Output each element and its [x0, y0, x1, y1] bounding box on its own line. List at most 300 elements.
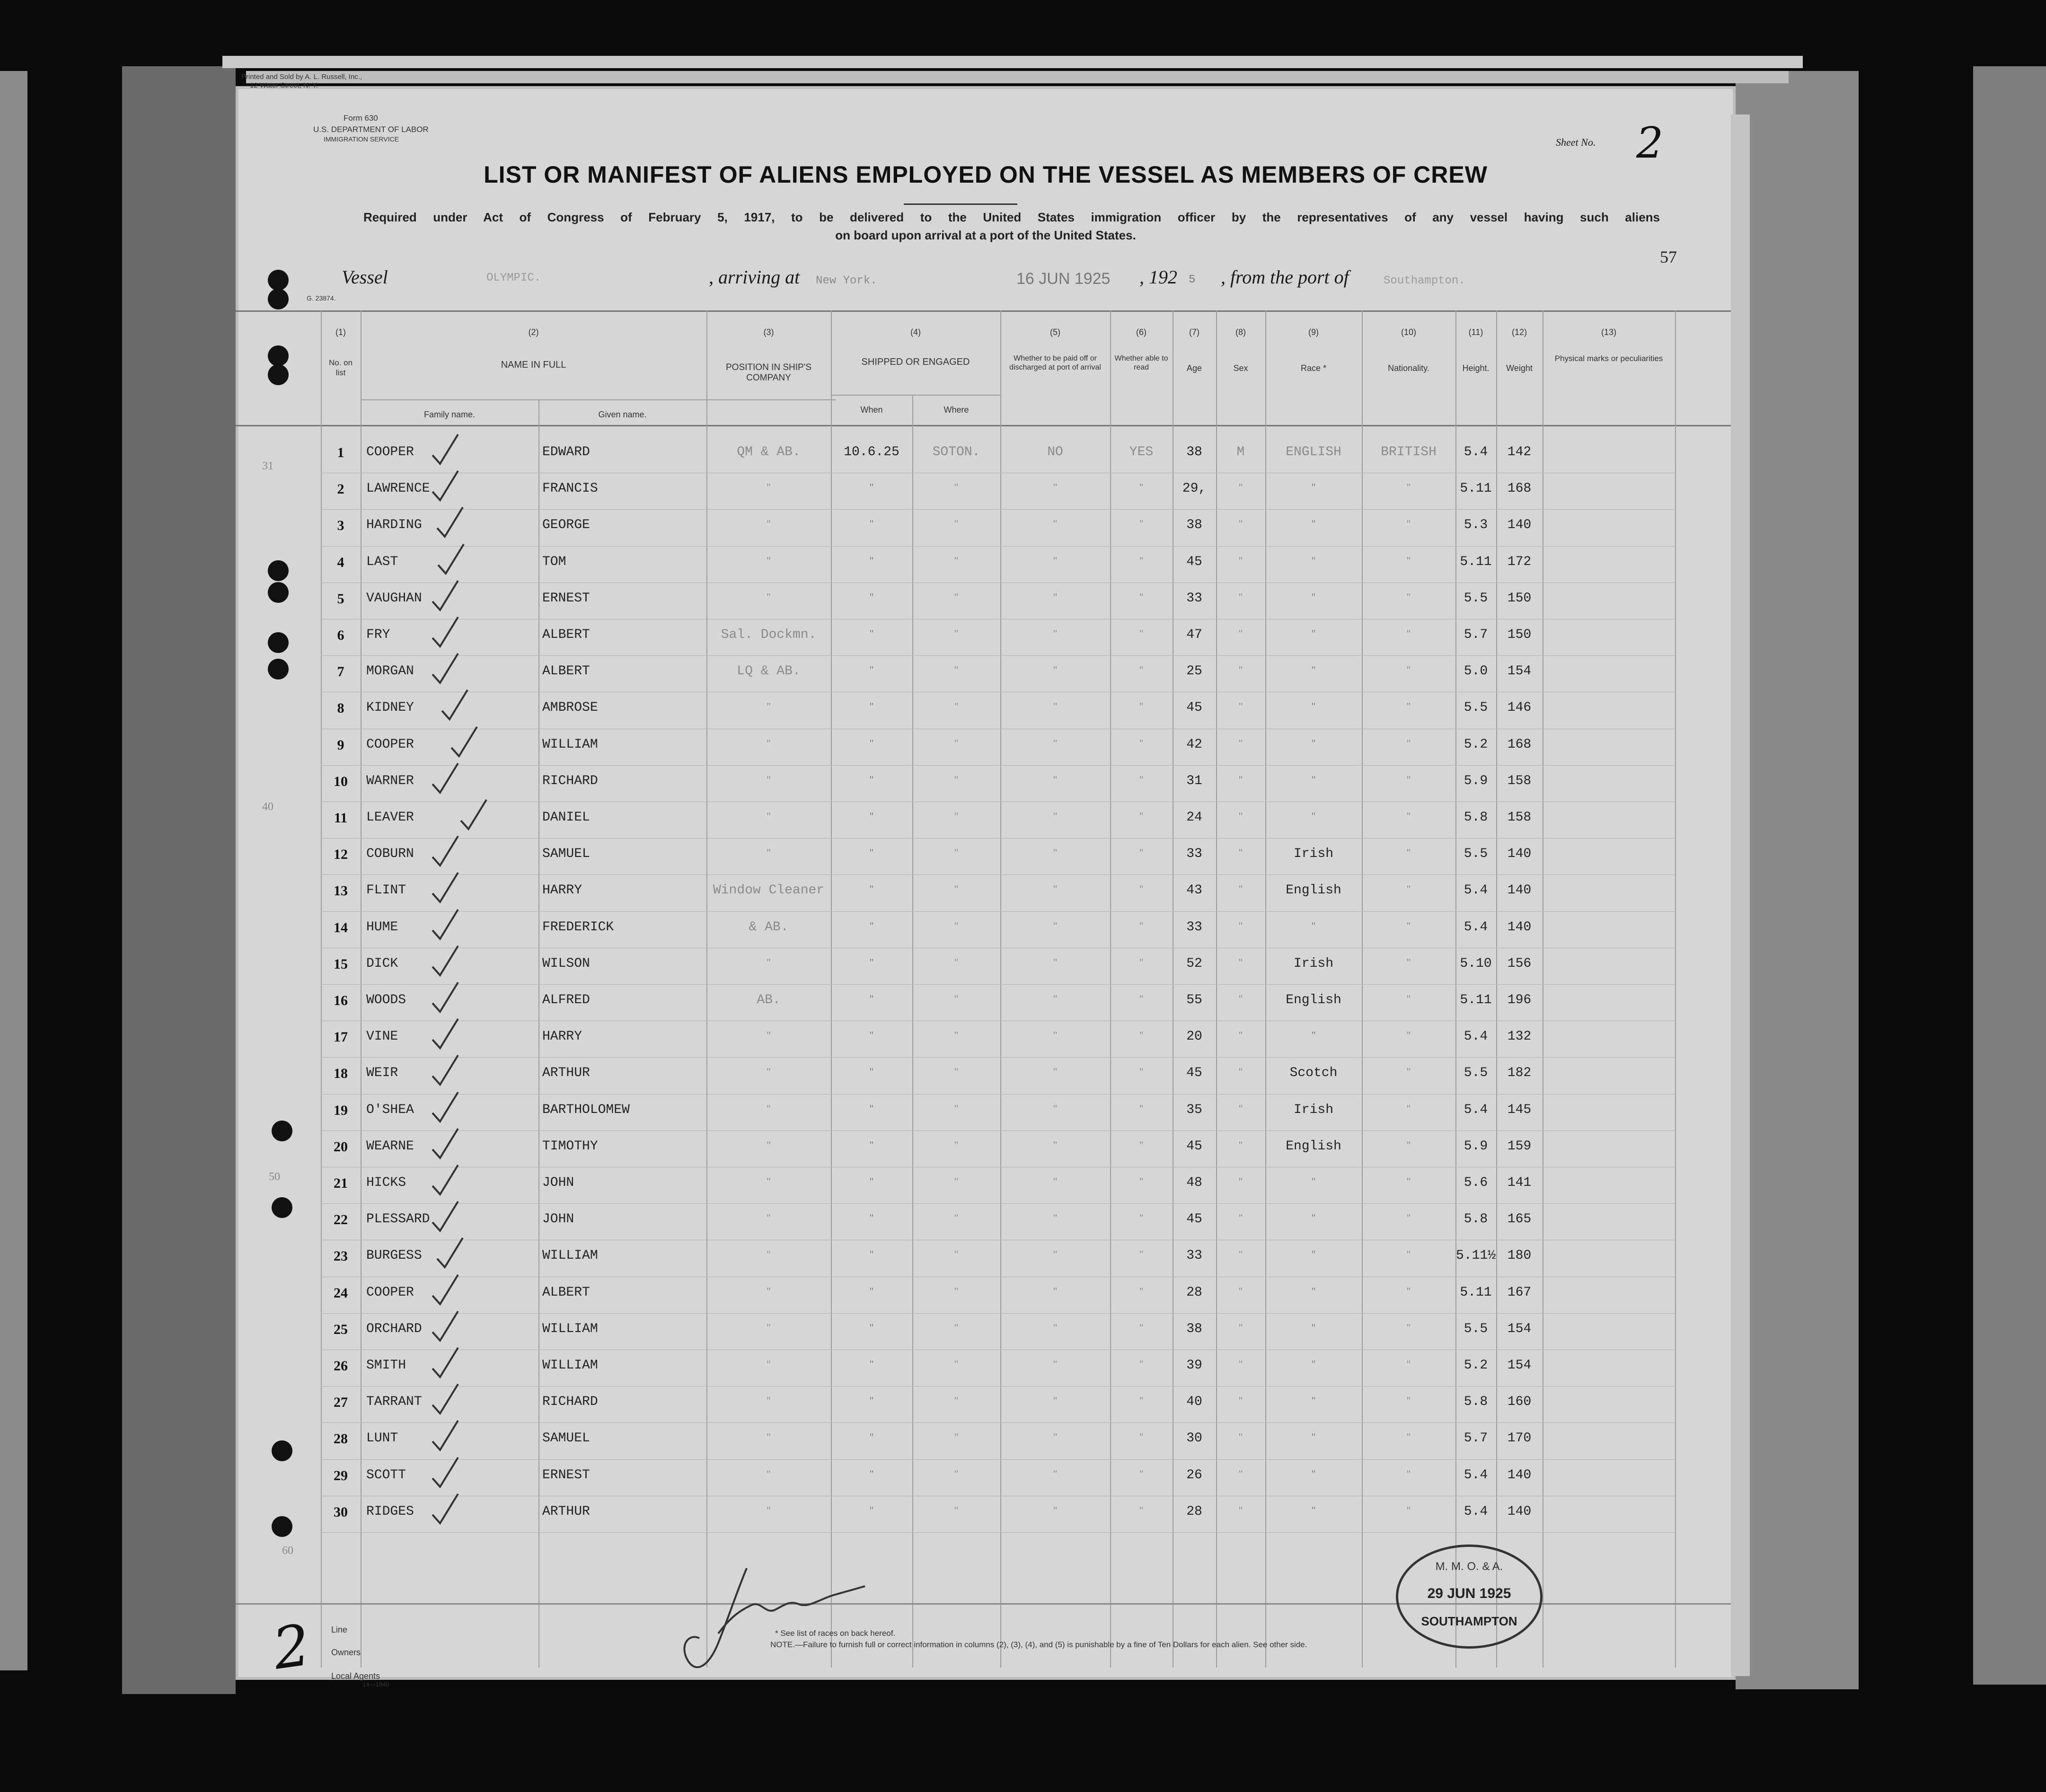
cell-no: 27: [334, 1395, 348, 1410]
cell-age: 28: [1186, 1285, 1202, 1300]
cell-nationality: ": [1406, 627, 1411, 639]
cell-given: ALBERT: [542, 1285, 590, 1300]
cell-race: English: [1286, 883, 1341, 898]
cell-race: ": [1311, 920, 1316, 932]
cell-paid: ": [1053, 1066, 1058, 1077]
cell-height: 5.3: [1464, 518, 1488, 532]
printer-line1: Printed and Sold by A. L. Russell, Inc.,: [241, 73, 362, 81]
officer-signature: [661, 1562, 870, 1686]
cell-race: ": [1311, 1322, 1316, 1333]
cell-when: ": [869, 810, 874, 822]
cell-nationality: ": [1406, 1431, 1411, 1443]
cell-family: LAST: [366, 555, 398, 569]
cell-nationality: ": [1406, 1358, 1411, 1370]
cell-race: ENGLISH: [1286, 445, 1341, 459]
cell-height: 5.8: [1464, 1395, 1488, 1409]
cell-nationality: ": [1406, 883, 1411, 895]
checkmark-icon: [430, 1200, 467, 1237]
margin-note-31: 31: [262, 460, 273, 472]
cell-position: ": [767, 1395, 771, 1406]
table-top-rule: [236, 310, 1736, 312]
department: U.S. DEPARTMENT OF LABOR: [313, 125, 429, 134]
cell-sex: ": [1238, 774, 1243, 786]
cell-paid: ": [1053, 920, 1058, 932]
cell-family: RIDGES: [366, 1504, 414, 1519]
cell-nationality: ": [1406, 774, 1411, 786]
cell-position: ": [767, 1103, 771, 1114]
cell-nationality: ": [1406, 810, 1411, 822]
cell-where: ": [954, 1358, 959, 1370]
cell-given: WILLIAM: [542, 1358, 598, 1373]
left-stack: [122, 66, 236, 1694]
cell-family: HARDING: [366, 518, 422, 532]
cell-weight: 168: [1507, 737, 1532, 752]
cell-when: ": [869, 1066, 874, 1077]
cell-family: FRY: [366, 627, 390, 642]
checkmark-icon: [430, 1456, 467, 1493]
cell-nationality: ": [1406, 993, 1411, 1005]
cell-where: ": [954, 591, 959, 603]
cell-age: 55: [1186, 993, 1202, 1007]
cell-nationality: ": [1406, 1504, 1411, 1516]
cell-family: WARNER: [366, 774, 414, 788]
cell-weight: 141: [1507, 1175, 1532, 1190]
cell-where: ": [954, 1029, 959, 1041]
cell-position: ": [767, 1066, 771, 1077]
cell-paid: ": [1053, 1212, 1058, 1224]
cell-height: 5.4: [1464, 445, 1488, 459]
cell-height: 5.7: [1464, 1431, 1488, 1446]
cell-nationality: ": [1406, 1139, 1411, 1151]
cell-where: ": [954, 1066, 959, 1077]
cell-no: 16: [334, 993, 348, 1008]
cell-position: ": [767, 591, 771, 603]
cell-when: ": [869, 1212, 874, 1224]
cell-when: ": [869, 920, 874, 932]
cell-weight: 170: [1507, 1431, 1532, 1446]
cell-race: ": [1311, 591, 1316, 603]
cell-given: ALBERT: [542, 627, 590, 642]
cell-read: ": [1139, 1395, 1144, 1406]
cell-no: 17: [334, 1029, 348, 1045]
cell-race: ": [1311, 810, 1316, 822]
cell-age: 40: [1186, 1395, 1202, 1409]
cell-no: 24: [334, 1285, 348, 1301]
cell-read: ": [1139, 1285, 1144, 1297]
cell-given: JOHN: [542, 1175, 574, 1190]
cell-sex: ": [1238, 1029, 1243, 1041]
subtitle-line1: Required under Act of Congress of February 5, 1917, to be delivered to the United States immigration officer by the representatives of any vessel having such aliens: [363, 210, 1660, 224]
cell-position: ": [767, 481, 771, 493]
cell-paid: ": [1053, 627, 1058, 639]
cell-position: ": [767, 1285, 771, 1297]
checkmark-icon: [434, 505, 472, 543]
cell-no: 7: [337, 664, 344, 680]
cell-no: 13: [334, 883, 348, 899]
cell-paid: ": [1053, 1358, 1058, 1370]
cell-age: 33: [1186, 847, 1202, 861]
checkmark-icon: [430, 1346, 467, 1384]
year-digit: 5: [1189, 274, 1196, 286]
checkmark-icon: [430, 761, 467, 799]
cell-when: ": [869, 956, 874, 968]
from-port: Southampton.: [1384, 274, 1465, 287]
cell-read: ": [1139, 774, 1144, 786]
cell-no: 10: [334, 774, 348, 789]
cell-position: ": [767, 1431, 771, 1443]
cell-no: 19: [334, 1103, 348, 1118]
cell-nationality: ": [1406, 481, 1411, 493]
cell-read: ": [1139, 627, 1144, 639]
cell-age: 25: [1186, 664, 1202, 679]
punch-hole: [268, 270, 289, 291]
checkmark-icon: [430, 1053, 467, 1091]
cell-weight: 158: [1507, 810, 1532, 825]
header-paid-off: Whether to be paid off or discharged at port of arrival: [1009, 354, 1101, 371]
checkmark-icon: [430, 834, 467, 872]
right-stack: [1736, 71, 1859, 1689]
header-where: Where: [944, 405, 969, 415]
cell-weight: 150: [1507, 591, 1532, 606]
col-num-7: (7): [1189, 327, 1199, 337]
stamp-date: 29 JUN 1925: [1427, 1586, 1511, 1601]
header-position: POSITION IN SHIP'S COMPANY: [726, 362, 811, 383]
cell-height: 5.4: [1464, 1103, 1488, 1117]
cell-given: ALFRED: [542, 993, 590, 1007]
col-num-6: (6): [1136, 327, 1146, 337]
cell-age: 31: [1186, 774, 1202, 788]
cell-no: 29: [334, 1468, 348, 1483]
cell-position: ": [767, 1248, 771, 1260]
stamp-bottom-text: SOUTHAMPTON: [1421, 1614, 1517, 1628]
cell-height: 5.5: [1464, 591, 1488, 606]
cell-sex: ": [1238, 481, 1243, 493]
cell-age: 35: [1186, 1103, 1202, 1117]
punch-hole: [268, 659, 289, 680]
cell-nationality: ": [1406, 1248, 1411, 1260]
cell-nationality: ": [1406, 956, 1411, 968]
cell-where: ": [954, 700, 959, 712]
cell-position: LQ & AB.: [737, 664, 801, 679]
cell-sex: ": [1238, 1285, 1243, 1297]
cell-where: ": [954, 627, 959, 639]
cell-height: 5.11: [1460, 993, 1492, 1007]
cell-where: ": [954, 664, 959, 676]
checkmark-icon: [430, 1163, 467, 1201]
cell-given: GEORGE: [542, 518, 590, 532]
cell-weight: 154: [1507, 1322, 1532, 1336]
header-weight: Weight: [1506, 363, 1533, 373]
cell-age: 29,: [1182, 481, 1207, 496]
cell-nationality: ": [1406, 518, 1411, 530]
cell-age: 48: [1186, 1175, 1202, 1190]
checkmark-icon: [430, 980, 467, 1018]
cell-height: 5.4: [1464, 920, 1488, 935]
cell-height: 5.9: [1464, 1139, 1488, 1154]
cell-weight: 145: [1507, 1103, 1532, 1117]
cell-no: 28: [334, 1431, 348, 1447]
cell-when: ": [869, 774, 874, 786]
cell-sex: ": [1238, 920, 1243, 932]
cell-race: ": [1311, 1285, 1316, 1297]
cell-weight: 154: [1507, 1358, 1532, 1373]
cell-race: ": [1311, 1431, 1316, 1443]
checkmark-icon: [430, 871, 467, 909]
form-code: G. 23874.: [307, 294, 336, 302]
cell-paid: ": [1053, 1468, 1058, 1480]
cell-height: 5.0: [1464, 664, 1488, 679]
cell-no: 30: [334, 1504, 348, 1520]
cell-paid: ": [1053, 1175, 1058, 1187]
cell-read: ": [1139, 1248, 1144, 1260]
cell-when: ": [869, 1139, 874, 1151]
cell-position: ": [767, 1139, 771, 1151]
cell-when: ": [869, 481, 874, 493]
cell-no: 23: [334, 1248, 348, 1264]
cell-given: WILSON: [542, 956, 590, 971]
cell-height: 5.9: [1464, 774, 1488, 788]
header-name-in-full: NAME IN FULL: [501, 360, 566, 370]
cell-read: ": [1139, 993, 1144, 1005]
cell-sex: ": [1238, 1248, 1243, 1260]
cell-given: TOM: [542, 555, 566, 569]
cell-family: WEIR: [366, 1066, 398, 1080]
cell-position: ": [767, 555, 771, 566]
cell-height: 5.4: [1464, 883, 1488, 898]
header-shipped: SHIPPED OR ENGAGED: [861, 357, 970, 367]
service: IMMIGRATION SERVICE: [324, 135, 399, 143]
cell-nationality: ": [1406, 700, 1411, 712]
cell-family: VINE: [366, 1029, 398, 1044]
cell-given: BARTHOLOMEW: [542, 1103, 630, 1117]
cell-where: ": [954, 1139, 959, 1151]
cell-position: ": [767, 1029, 771, 1041]
punch-hole: [268, 560, 289, 581]
cell-race: ": [1311, 1212, 1316, 1224]
cell-age: 45: [1186, 1139, 1202, 1154]
cell-no: 21: [334, 1175, 348, 1191]
cell-race: ": [1311, 664, 1316, 676]
cell-family: DICK: [366, 956, 398, 971]
right-adjacent-page: [1973, 66, 2046, 1685]
cell-position: ": [767, 1358, 771, 1370]
cell-read: ": [1139, 1431, 1144, 1443]
cell-family: VAUGHAN: [366, 591, 422, 606]
cell-sex: ": [1238, 993, 1243, 1005]
cell-age: 45: [1186, 1212, 1202, 1227]
cell-age: 38: [1186, 518, 1202, 532]
form-number: Form 630: [344, 114, 378, 123]
checkmark-icon: [430, 1492, 467, 1530]
cell-race: Irish: [1293, 956, 1333, 971]
cell-age: 28: [1186, 1504, 1202, 1519]
cell-when: ": [869, 737, 874, 749]
cell-weight: 140: [1507, 847, 1532, 861]
cell-position: ": [767, 518, 771, 530]
checkmark-icon: [435, 542, 473, 580]
cell-where: ": [954, 1175, 959, 1187]
cell-sex: ": [1238, 1103, 1243, 1114]
cell-paid: ": [1053, 481, 1058, 493]
punch-hole: [268, 289, 289, 309]
cell-height: 5.11½: [1455, 1248, 1496, 1263]
cell-no: 15: [334, 956, 348, 972]
cell-given: AMBROSE: [542, 700, 598, 715]
cell-weight: 150: [1507, 627, 1532, 642]
cell-read: ": [1139, 847, 1144, 858]
vessel-name: OLYMPIC.: [486, 272, 541, 284]
cell-height: 5.4: [1464, 1504, 1488, 1519]
cell-read: ": [1139, 700, 1144, 712]
cell-age: 38: [1186, 445, 1202, 459]
cell-given: FRANCIS: [542, 481, 598, 496]
cell-family: FLINT: [366, 883, 406, 898]
cell-weight: 140: [1507, 920, 1532, 935]
cell-weight: 167: [1507, 1285, 1532, 1300]
cell-weight: 140: [1507, 518, 1532, 532]
cell-race: ": [1311, 1468, 1316, 1480]
checkmark-icon: [430, 1419, 467, 1457]
cell-height: 5.8: [1464, 1212, 1488, 1227]
cell-sex: ": [1238, 1358, 1243, 1370]
manifest-page: [236, 73, 1736, 1688]
cell-sex: ": [1238, 1066, 1243, 1077]
punch-hole: [272, 1197, 292, 1218]
header-nationality: Nationality.: [1388, 363, 1429, 373]
cell-family: MORGAN: [366, 664, 414, 679]
cell-where: ": [954, 1212, 959, 1224]
cell-family: KIDNEY: [366, 700, 414, 715]
cell-weight: 140: [1507, 883, 1532, 898]
cell-where: ": [954, 956, 959, 968]
cell-nationality: ": [1406, 1322, 1411, 1333]
cell-position: ": [767, 1175, 771, 1187]
cell-when: ": [869, 591, 874, 603]
cell-family: HUME: [366, 920, 398, 935]
cell-when: ": [869, 1504, 874, 1516]
cell-where: ": [954, 518, 959, 530]
punch-hole: [272, 1516, 292, 1537]
col-num-3: (3): [763, 327, 774, 337]
printer-line2: 12 Water Street, N. Y.: [250, 81, 318, 89]
cell-race: ": [1311, 481, 1316, 493]
cell-paid: ": [1053, 847, 1058, 858]
header-when: When: [860, 405, 883, 415]
cell-paid: NO: [1047, 445, 1063, 459]
checkmark-icon: [430, 615, 467, 653]
cell-position: ": [767, 737, 771, 749]
cell-paid: ": [1053, 737, 1058, 749]
cell-read: YES: [1129, 445, 1154, 459]
cell-race: ": [1311, 1395, 1316, 1406]
checkmark-icon: [430, 1382, 467, 1420]
cell-paid: ": [1053, 883, 1058, 895]
col-num-9: (9): [1308, 327, 1319, 337]
cell-paid: ": [1053, 591, 1058, 603]
cell-paid: ": [1053, 1103, 1058, 1114]
cell-read: ": [1139, 1029, 1144, 1041]
cell-race: ": [1311, 1358, 1316, 1370]
cell-when: ": [869, 518, 874, 530]
cell-family: COOPER: [366, 1285, 414, 1300]
cell-where: ": [954, 1431, 959, 1443]
cell-family: COOPER: [366, 445, 414, 459]
cell-read: ": [1139, 1358, 1144, 1370]
checkmark-icon: [430, 908, 467, 945]
cell-read: ": [1139, 810, 1144, 822]
cell-weight: 165: [1507, 1212, 1532, 1227]
cell-where: ": [954, 920, 959, 932]
cell-no: 2: [337, 481, 344, 497]
cell-no: 4: [337, 555, 344, 570]
cell-read: ": [1139, 591, 1144, 603]
vessel-label: Vessel: [342, 266, 388, 288]
cell-height: 5.2: [1464, 737, 1488, 752]
cell-sex: ": [1238, 627, 1243, 639]
cell-position: ": [767, 700, 771, 712]
cell-sex: ": [1238, 1212, 1243, 1224]
cell-age: 26: [1186, 1468, 1202, 1483]
cell-when: ": [869, 1285, 874, 1297]
header-race: Race *: [1300, 363, 1327, 373]
checkmark-icon: [434, 1236, 472, 1274]
cell-where: ": [954, 1248, 959, 1260]
footer-line-label: Line: [331, 1625, 348, 1634]
cell-given: SAMUEL: [542, 1431, 590, 1446]
cell-read: ": [1139, 737, 1144, 749]
cell-position: ": [767, 1468, 771, 1480]
footer-agents-code: 14—1840: [362, 1681, 389, 1688]
cell-given: WILLIAM: [542, 1248, 598, 1263]
cell-paid: ": [1053, 700, 1058, 712]
cell-height: 5.11: [1460, 555, 1492, 569]
cell-race: ": [1311, 1504, 1316, 1516]
cell-family: LUNT: [366, 1431, 398, 1446]
southampton-stamp: [1396, 1545, 1543, 1649]
cell-paid: ": [1053, 1395, 1058, 1406]
cell-weight: 140: [1507, 1504, 1532, 1519]
cell-nationality: ": [1406, 555, 1411, 566]
cell-age: 39: [1186, 1358, 1202, 1373]
handwritten-line-number: 2: [269, 1612, 314, 1683]
cell-sex: ": [1238, 1395, 1243, 1406]
cell-where: ": [954, 737, 959, 749]
col-num-4: (4): [910, 327, 921, 337]
cell-read: ": [1139, 1103, 1144, 1114]
arriving-port: New York.: [816, 274, 877, 287]
cell-weight: 154: [1507, 664, 1532, 679]
cell-family: O'SHEA: [366, 1103, 414, 1117]
cell-position: ": [767, 774, 771, 786]
cell-position: ": [767, 956, 771, 968]
cell-paid: ": [1053, 664, 1058, 676]
header-physical-marks: Physical marks or peculiarities: [1554, 354, 1663, 363]
cell-sex: ": [1238, 847, 1243, 858]
subtitle-line2: on board upon arrival at a port of the United States.: [835, 228, 1136, 242]
cell-race: ": [1311, 700, 1316, 712]
cell-when: ": [869, 627, 874, 639]
cell-where: ": [954, 847, 959, 858]
header-no-on-list: No. on list: [328, 358, 353, 377]
cell-age: 45: [1186, 1066, 1202, 1080]
cell-age: 20: [1186, 1029, 1202, 1044]
cell-paid: ": [1053, 518, 1058, 530]
cell-position: Window Cleaner: [713, 883, 825, 898]
cell-no: 22: [334, 1212, 348, 1227]
checkmark-icon: [430, 1309, 467, 1347]
cell-position: ": [767, 810, 771, 822]
cell-sex: M: [1236, 445, 1245, 459]
